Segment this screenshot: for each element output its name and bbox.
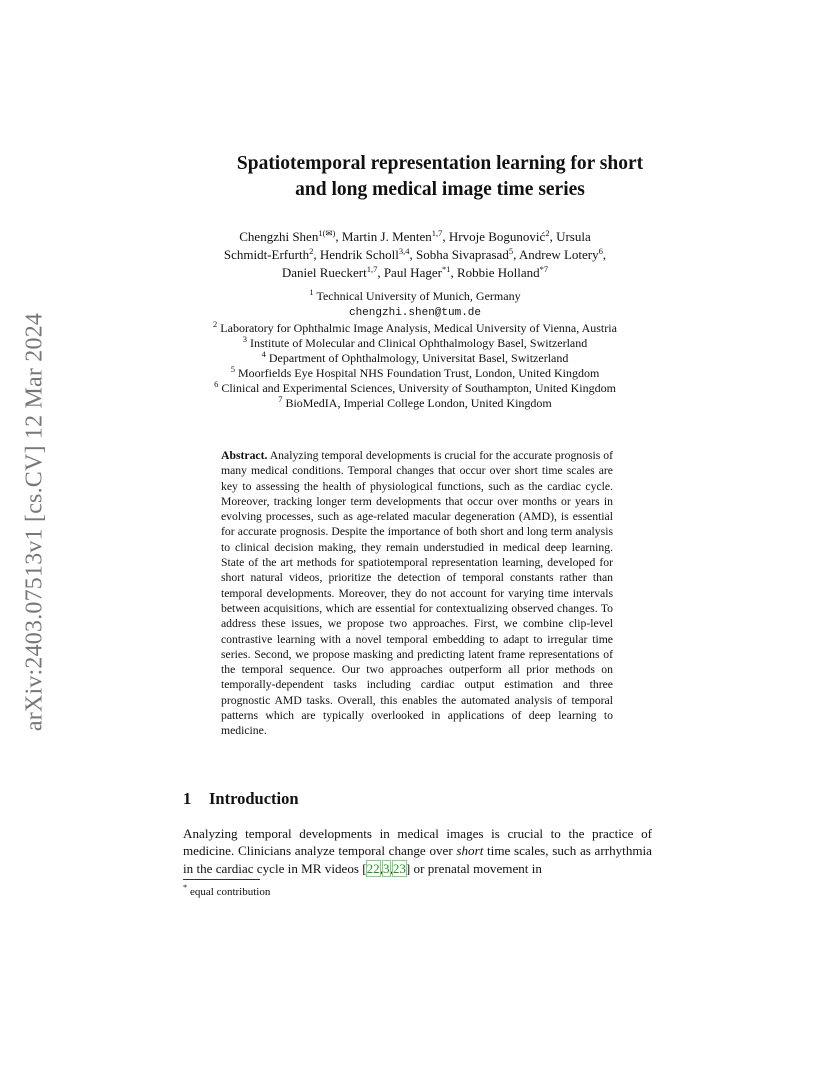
affiliation-sup: 7 xyxy=(278,394,283,404)
affiliation xyxy=(150,336,680,351)
affiliation-text: Moorfields Eye Hospital NHS Foundation Trust, London, United Kingdom xyxy=(237,366,600,380)
author-sup: 3,4 xyxy=(398,246,410,256)
author-name: , xyxy=(602,247,607,262)
footnote-rule xyxy=(183,879,260,880)
author-name: Chengzhi Shen xyxy=(239,229,319,244)
affiliation xyxy=(150,366,680,381)
citation-link[interactable]: 3 xyxy=(383,860,390,876)
abstract-text: Analyzing temporal developments is crucial for the accurate prognosis of many medical conditions. Temporal changes that occur over short time scales are key to assessing the health of physiological functions, such as the cardiac cycle. Moreover, tracking longer term developments that occur over months or years in evolving processes, such as age-related macular degeneration (AMD), is essential for accurate prognosis. Despite the importance of both short and long term analysis to clinical decision making, they remain understudied in medical deep learning. State of the art methods for spatiotemporal representation learning, developed for short natural videos, prioritize the detection of temporal constants rather than temporal developments. Moreover, they do not account for varying time intervals between acquisitions, which are essential for contextualizing observed changes. To address these issues, we propose two approaches. First, we combine clip-level contrastive learning with a novel temporal embedding to adapt to irregular time series. Second, we propose masking and predicting latent frame representations of the temporal sequence. Our two approaches outperform all prior methods on temporally-dependent tasks including cardiac output estimation and three prognostic AMD tasks. Overall, this enables the automated analysis of temporal patterns which are typically overlooked in applications of deep learning to medicine. xyxy=(221,449,614,738)
author-sup: 1,7 xyxy=(366,264,378,274)
affiliation-text: BioMedIA, Imperial College London, United Kingdom xyxy=(285,396,552,410)
author-name: Daniel Rueckert xyxy=(281,265,367,280)
author-sup: 6 xyxy=(598,246,603,256)
author-name: , Robbie Holland xyxy=(450,265,540,280)
intro-paragraph xyxy=(183,825,652,877)
author-sup: 5 xyxy=(508,246,514,256)
author-name: , Martin J. Menten xyxy=(335,229,432,244)
author-name: , Paul Hager xyxy=(377,265,442,280)
citation-link[interactable]: 22 xyxy=(366,860,380,876)
citation-link[interactable]: 23 xyxy=(392,860,406,876)
abstract-label: Abstract. xyxy=(221,449,268,462)
footnote-text: equal contribution xyxy=(190,886,271,898)
affiliations xyxy=(150,289,680,411)
arxiv-id: arXiv:2403.07513v1 [cs.CV] 12 Mar 2024 xyxy=(21,312,48,732)
intro-text: time scales, such as arrhythmia in the cardiac cycle in MR videos [ xyxy=(183,843,652,876)
author-name: , Hrvoje Bogunović xyxy=(442,229,546,244)
author-sup: 1,7 xyxy=(431,228,443,238)
affiliation-text: Institute of Molecular and Clinical Ophthalmology Basel, Switzerland xyxy=(249,336,588,350)
paper-title xyxy=(150,151,730,203)
abstract xyxy=(221,448,613,739)
author-name: , Hendrik Scholl xyxy=(313,247,399,262)
intro-emphasis: short xyxy=(456,843,484,859)
citation-separator: , xyxy=(379,860,383,876)
affiliation xyxy=(150,396,680,411)
author-sup: *1 xyxy=(441,264,451,274)
author-name: , Sobha Sivaprasad xyxy=(409,247,509,262)
author-name: , Ursula xyxy=(549,229,591,244)
section-number: 1 xyxy=(183,789,192,808)
affiliation xyxy=(150,381,680,396)
section-heading xyxy=(183,789,299,809)
footnote xyxy=(183,882,271,898)
affiliation-text: Department of Ophthalmology, Universitat Basel, Switzerland xyxy=(268,351,569,365)
author-list xyxy=(170,228,660,282)
author-name: Schmidt-Erfurth xyxy=(223,247,310,262)
section-title: Introduction xyxy=(209,789,299,808)
intro-text: ] or prenatal movement in xyxy=(405,860,542,876)
footnote-mark: * xyxy=(183,882,188,892)
title-line-2: and long medical image time series xyxy=(295,179,585,200)
title-line-1: Spatiotemporal representation learning for short xyxy=(236,153,644,174)
affiliation-sup: 1 xyxy=(309,287,314,297)
intro-text: Analyzing temporal developments in medical images is crucial to the practice of medicine. Clinicians analyze temporal change over xyxy=(183,826,652,859)
author-sup: 1(✉) xyxy=(318,228,336,238)
affiliation xyxy=(150,321,680,336)
affiliation-text: Technical University of Munich, Germany xyxy=(316,289,521,303)
affiliation xyxy=(150,289,680,304)
affiliation-sup: 2 xyxy=(213,319,218,329)
arxiv-sidebar xyxy=(10,282,60,762)
author-email[interactable] xyxy=(150,304,680,321)
affiliation xyxy=(150,351,680,366)
affiliation-text: Clinical and Experimental Sciences, University of Southampton, United Kingdom xyxy=(221,381,616,395)
author-sup: *7 xyxy=(539,264,549,274)
email-text[interactable]: chengzhi.shen@tum.de xyxy=(348,307,482,319)
citation-separator: , xyxy=(389,860,393,876)
affiliation-sup: 4 xyxy=(261,349,266,359)
author-name: , Andrew Lotery xyxy=(513,247,599,262)
author-sup: 2 xyxy=(545,228,550,238)
affiliation-sup: 6 xyxy=(214,379,219,389)
affiliation-sup: 5 xyxy=(230,364,235,374)
affiliation-sup: 3 xyxy=(242,334,247,344)
affiliation-text: Laboratory for Ophthalmic Image Analysis, Medical University of Vienna, Austria xyxy=(220,321,617,335)
author-sup: 2 xyxy=(309,246,314,256)
